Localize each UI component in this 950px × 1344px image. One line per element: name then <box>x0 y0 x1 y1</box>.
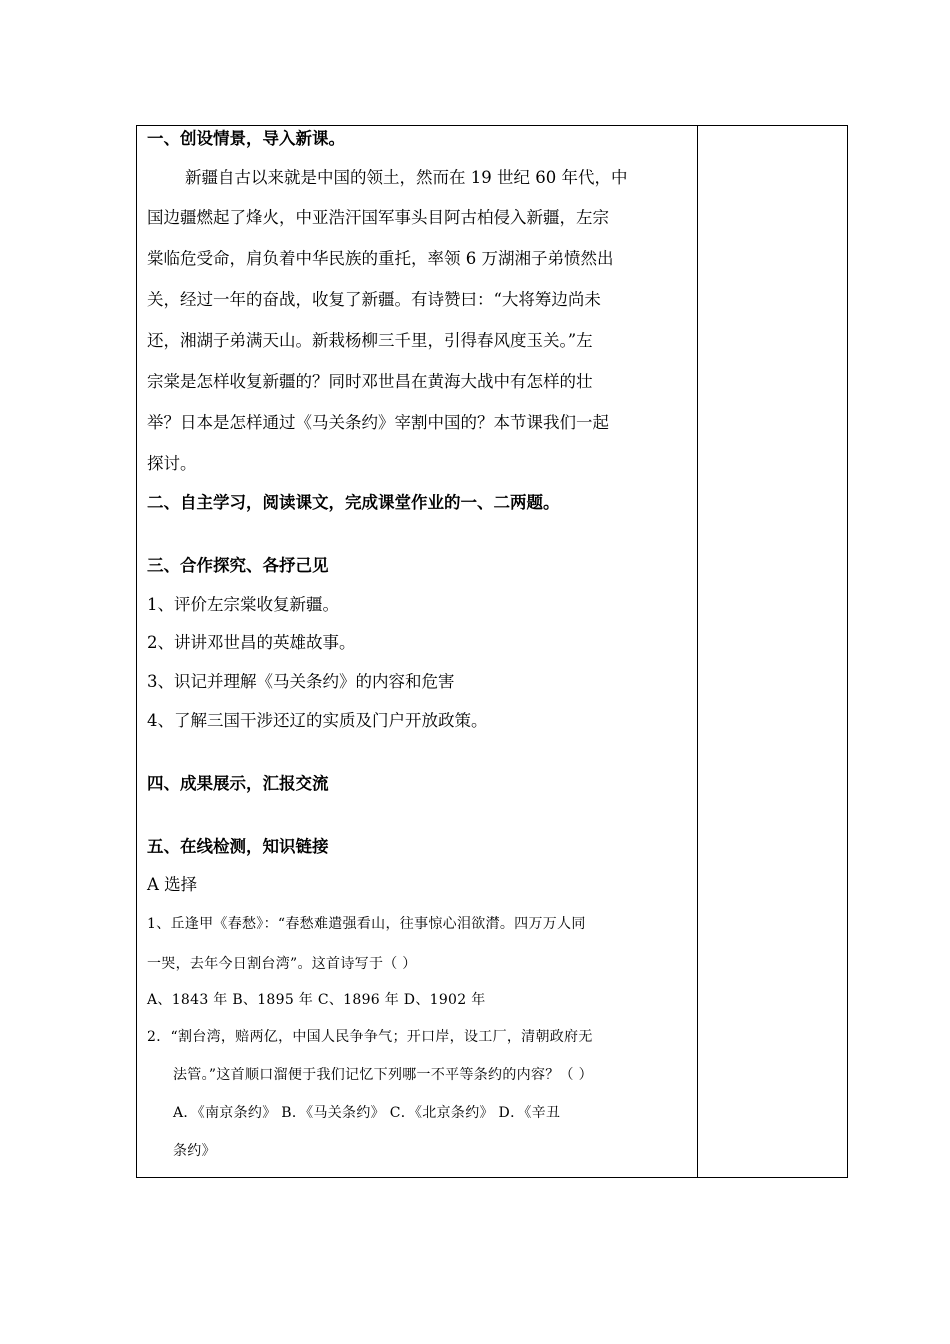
paragraph-line: 新疆自古以来就是中国的领土，然而在 19 世纪 60 年代，中 <box>185 168 628 187</box>
list-item: 4、了解三国干涉还辽的实质及门户开放政策。 <box>147 711 488 730</box>
section-label: A 选择 <box>147 875 198 894</box>
question-line: 1、丘逢甲《春愁》：“春愁难遣强看山，往事惊心泪欲潸。四万万人同 <box>147 916 586 932</box>
paragraph-line: 关，经过一年的奋战，收复了新疆。有诗赞曰：“大将筹边尚未 <box>147 290 601 309</box>
question-line: 法管。”这首顺口溜便于我们记忆下列哪一不平等条约的内容？（ ） <box>173 1067 593 1083</box>
paragraph-line: 举？日本是怎样通过《马关条约》宰割中国的？本节课我们一起 <box>147 413 609 432</box>
heading-1: 一、创设情景，导入新课。 <box>147 129 345 148</box>
paragraph-line: 棠临危受命，肩负着中华民族的重托，率领 6 万湖湘子弟愤然出 <box>147 249 614 268</box>
list-item: 1、评价左宗棠收复新疆。 <box>147 595 339 614</box>
paragraph-line: 探讨。 <box>147 454 197 473</box>
list-item: 3、识记并理解《马关条约》的内容和危害 <box>147 672 455 691</box>
options-line: A、1843 年 B、1895 年 C、1896 年 D、1902 年 <box>147 992 486 1008</box>
heading-2: 二、自主学习，阅读课文，完成课堂作业的一、二两题。 <box>147 493 560 512</box>
paragraph-line: 国边疆燃起了烽火，中亚浩汗国军事头目阿古柏侵入新疆，左宗 <box>147 208 609 227</box>
heading-3: 三、合作探究、各抒己见 <box>147 556 329 575</box>
options-line: 条约》 <box>173 1143 216 1159</box>
list-item: 2、讲讲邓世昌的英雄故事。 <box>147 633 356 652</box>
column-divider <box>697 126 698 1177</box>
heading-4: 四、成果展示，汇报交流 <box>147 774 329 793</box>
options-line: A．《南京条约》 B．《马关条约》 C．《北京条约》 D．《辛丑 <box>173 1105 561 1121</box>
question-line: 一哭，去年今日割台湾”。这首诗写于（ ） <box>147 956 417 972</box>
question-line: 2．“割台湾，赔两亿，中国人民争争气；开口岸，设工厂，清朝政府无 <box>147 1029 593 1045</box>
paragraph-line: 还，湘湖子弟满天山。新栽杨柳三千里，引得春风度玉关。”左 <box>147 331 593 350</box>
paragraph-line: 宗棠是怎样收复新疆的？同时邓世昌在黄海大战中有怎样的壮 <box>147 372 593 391</box>
heading-5: 五、在线检测，知识链接 <box>147 837 329 856</box>
lesson-table <box>136 125 848 1178</box>
